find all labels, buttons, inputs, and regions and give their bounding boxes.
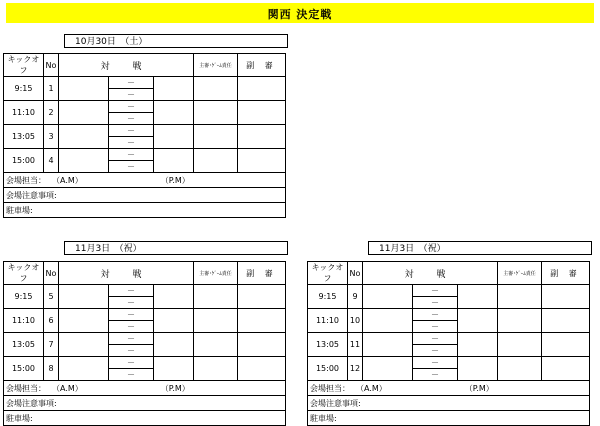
- vs-dash: －: [431, 370, 439, 379]
- home-team-cell: [59, 309, 109, 333]
- date-header: 10月30日 （土）: [64, 34, 288, 48]
- match-row: [308, 333, 590, 357]
- am-label: （A.M）: [52, 383, 83, 393]
- away-team-cell: [458, 357, 498, 381]
- vs-dash: －: [431, 322, 439, 331]
- referee-cell: [238, 149, 286, 173]
- vs-dash: －: [127, 90, 135, 99]
- match-number: 2: [44, 101, 59, 125]
- match-number: 7: [44, 333, 59, 357]
- referee-cell: [542, 285, 590, 309]
- am-label: （A.M）: [52, 175, 83, 185]
- home-team-cell: [59, 333, 109, 357]
- away-team-cell: [154, 285, 194, 309]
- venue-manager-label: 会場担当：: [6, 383, 46, 393]
- match-row: [4, 101, 286, 125]
- venue-notes-row: 会場注意事項:: [4, 188, 286, 203]
- title-banner: [6, 3, 594, 23]
- home-team-cell: [363, 333, 413, 357]
- vs-dash: －: [431, 346, 439, 355]
- match-row: [308, 285, 590, 309]
- home-team-cell: [59, 149, 109, 173]
- kickoff-time: 15:00: [308, 357, 348, 381]
- date-header: 11月3日 （祝）: [368, 241, 592, 255]
- kickoff-time: 9:15: [308, 285, 348, 309]
- vs-dash: －: [109, 333, 153, 345]
- game-manager-header: 主審･ｹﾞｰﾑ責任: [194, 54, 238, 77]
- pm-label: （P.M）: [160, 383, 190, 393]
- match-number: 1: [44, 77, 59, 101]
- kickoff-time: 15:00: [4, 149, 44, 173]
- game-manager-header: 主審･ｹﾞｰﾑ責任: [498, 262, 542, 285]
- vs-dash: －: [109, 285, 153, 297]
- referee-cell: [238, 333, 286, 357]
- vs-dash: －: [109, 77, 153, 89]
- away-team-cell: [458, 333, 498, 357]
- away-team-cell: [154, 309, 194, 333]
- no-header: No: [348, 262, 363, 285]
- kickoff-time: 13:05: [4, 333, 44, 357]
- home-team-cell: [59, 101, 109, 125]
- home-team-cell: [59, 125, 109, 149]
- page-title: 関西 決定戦: [267, 8, 333, 21]
- referee-cell: [542, 333, 590, 357]
- match-header: 対 戦: [59, 54, 194, 77]
- game-manager-header: 主審･ｹﾞｰﾑ責任: [194, 262, 238, 285]
- vs-dash: －: [109, 357, 153, 369]
- referee-cell: [238, 309, 286, 333]
- venue-manager-label: 会場担当：: [6, 175, 46, 185]
- kickoff-time: 9:15: [4, 285, 44, 309]
- game-manager-cell: [194, 333, 238, 357]
- vs-dash: －: [109, 309, 153, 321]
- match-number: 9: [348, 285, 363, 309]
- match-number: 4: [44, 149, 59, 173]
- away-team-cell: [154, 77, 194, 101]
- vs-dash: －: [413, 333, 457, 345]
- match-row: [4, 77, 286, 101]
- vs-dash: －: [431, 298, 439, 307]
- vs-cell: [109, 149, 154, 173]
- vs-cell: [109, 101, 154, 125]
- kickoff-time: 13:05: [308, 333, 348, 357]
- parking-row: 駐車場:: [308, 411, 590, 426]
- venue-manager-row: [4, 381, 286, 396]
- kickoff-time: 11:10: [4, 101, 44, 125]
- vs-cell: [413, 285, 458, 309]
- match-number: 3: [44, 125, 59, 149]
- vs-cell: [109, 357, 154, 381]
- away-team-cell: [154, 357, 194, 381]
- vs-dash: －: [413, 357, 457, 369]
- venue-manager-label: 会場担当：: [310, 383, 350, 393]
- vs-cell: [413, 333, 458, 357]
- game-manager-cell: [194, 125, 238, 149]
- kickoff-header: キックオフ: [308, 262, 348, 285]
- schedule-table: [3, 53, 286, 218]
- game-manager-cell: [498, 333, 542, 357]
- venue-notes-row: 会場注意事項:: [4, 396, 286, 411]
- parking-row: 駐車場:: [4, 203, 286, 218]
- date-header: 11月3日 （祝）: [64, 241, 288, 255]
- vs-dash: －: [127, 370, 135, 379]
- venue-notes-row: 会場注意事項:: [308, 396, 590, 411]
- home-team-cell: [59, 285, 109, 309]
- kickoff-header: キックオフ: [4, 54, 44, 77]
- game-manager-cell: [194, 149, 238, 173]
- kickoff-time: 11:10: [308, 309, 348, 333]
- match-row: [4, 285, 286, 309]
- vs-dash: －: [127, 322, 135, 331]
- referee-cell: [238, 77, 286, 101]
- pm-label: （P.M）: [160, 175, 190, 185]
- match-number: 10: [348, 309, 363, 333]
- match-number: 6: [44, 309, 59, 333]
- match-row: [308, 357, 590, 381]
- venue-manager-row: [308, 381, 590, 396]
- vs-cell: [109, 333, 154, 357]
- vs-cell: [109, 125, 154, 149]
- game-manager-cell: [194, 309, 238, 333]
- match-header: 対 戦: [59, 262, 194, 285]
- referee-header: 副 審: [238, 54, 286, 77]
- home-team-cell: [363, 357, 413, 381]
- away-team-cell: [154, 149, 194, 173]
- away-team-cell: [154, 333, 194, 357]
- match-number: 5: [44, 285, 59, 309]
- kickoff-time: 15:00: [4, 357, 44, 381]
- game-manager-cell: [194, 285, 238, 309]
- no-header: No: [44, 54, 59, 77]
- vs-dash: －: [109, 101, 153, 113]
- game-manager-cell: [194, 101, 238, 125]
- game-manager-cell: [498, 285, 542, 309]
- away-team-cell: [154, 125, 194, 149]
- vs-dash: －: [127, 138, 135, 147]
- vs-dash: －: [109, 149, 153, 161]
- no-header: No: [44, 262, 59, 285]
- game-manager-cell: [194, 77, 238, 101]
- vs-dash: －: [413, 285, 457, 297]
- match-row: [4, 357, 286, 381]
- kickoff-time: 13:05: [4, 125, 44, 149]
- parking-row: 駐車場:: [4, 411, 286, 426]
- venue-manager-row: [4, 173, 286, 188]
- vs-dash: －: [127, 162, 135, 171]
- game-manager-cell: [194, 357, 238, 381]
- match-row: [4, 333, 286, 357]
- kickoff-time: 9:15: [4, 77, 44, 101]
- referee-cell: [542, 357, 590, 381]
- schedule-table: [3, 261, 286, 426]
- match-row: [4, 309, 286, 333]
- referee-cell: [238, 285, 286, 309]
- match-number: 12: [348, 357, 363, 381]
- kickoff-header: キックオフ: [4, 262, 44, 285]
- vs-cell: [109, 77, 154, 101]
- vs-dash: －: [109, 125, 153, 137]
- vs-cell: [109, 285, 154, 309]
- vs-cell: [413, 309, 458, 333]
- home-team-cell: [59, 77, 109, 101]
- am-label: （A.M）: [356, 383, 387, 393]
- match-header: 対 戦: [363, 262, 498, 285]
- home-team-cell: [59, 357, 109, 381]
- referee-cell: [238, 357, 286, 381]
- match-row: [4, 125, 286, 149]
- vs-dash: －: [127, 114, 135, 123]
- vs-cell: [109, 309, 154, 333]
- match-row: [4, 149, 286, 173]
- vs-dash: －: [413, 309, 457, 321]
- vs-cell: [413, 357, 458, 381]
- kickoff-time: 11:10: [4, 309, 44, 333]
- match-number: 8: [44, 357, 59, 381]
- referee-cell: [238, 101, 286, 125]
- away-team-cell: [458, 309, 498, 333]
- referee-cell: [238, 125, 286, 149]
- home-team-cell: [363, 309, 413, 333]
- pm-label: （P.M）: [464, 383, 494, 393]
- game-manager-cell: [498, 357, 542, 381]
- home-team-cell: [363, 285, 413, 309]
- vs-dash: －: [127, 346, 135, 355]
- referee-cell: [542, 309, 590, 333]
- away-team-cell: [458, 285, 498, 309]
- referee-header: 副 審: [238, 262, 286, 285]
- match-number: 11: [348, 333, 363, 357]
- vs-dash: －: [127, 298, 135, 307]
- game-manager-cell: [498, 309, 542, 333]
- away-team-cell: [154, 101, 194, 125]
- referee-header: 副 審: [542, 262, 590, 285]
- schedule-table: [307, 261, 590, 426]
- match-row: [308, 309, 590, 333]
